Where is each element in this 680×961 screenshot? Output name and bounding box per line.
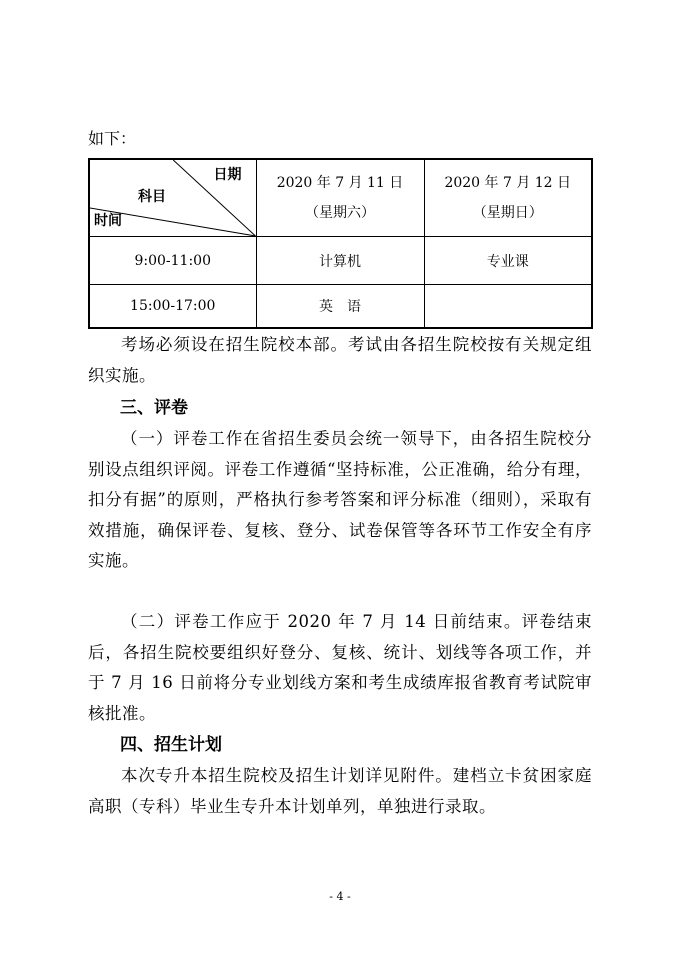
time-axis-label: 时间 — [94, 213, 122, 229]
day2-subject-cell — [424, 285, 592, 328]
page-number: - 4 - — [329, 890, 351, 903]
day1-subject-cell: 英 语 — [256, 285, 424, 328]
day2-subject-cell: 专业课 — [424, 237, 592, 285]
day1-weekday: （星期六） — [305, 205, 375, 221]
paragraph-enrollment-plan: 本次专升本招生院校及招生计划详见附件。建档立卡贫困家庭高职（专科）毕业生专升本计划单列，单独进行录取。 — [88, 766, 592, 816]
section-heading-grading: 三、评卷 — [120, 398, 188, 418]
day1-header-cell — [256, 159, 424, 237]
intro-text: 如下： — [88, 129, 137, 148]
section-heading-enrollment-plan: 四、招生计划 — [120, 735, 222, 755]
date-axis-label: 日期 — [213, 167, 242, 183]
time-cell: 15:00-17:00 — [89, 285, 256, 328]
paragraph-exam-venue: 考场必须设在招生院校本部。考试由各招生院校按有关规定组织实施。 — [88, 335, 592, 385]
time-cell: 9:00-11:00 — [89, 237, 256, 285]
table-header-row — [89, 159, 592, 237]
day1-subject-cell: 计算机 — [256, 237, 424, 285]
day2-header-cell — [424, 159, 592, 237]
day2-date: 2020 年 7 月 12 日 — [444, 175, 572, 191]
paragraph-grading-2: （二）评卷工作应于 2020 年 7 月 14 日前结束。评卷结束后，各招生院校要组织好登分、复核、统计、划线等各项工作，并于 7 月 16 日前将分专业划线方案和考生成绩库报省教育考试院审核批准。 — [88, 612, 592, 723]
day1-date: 2020 年 7 月 11 日 — [276, 175, 404, 191]
subject-axis-label: 科目 — [138, 189, 166, 205]
table-row — [89, 237, 592, 285]
day2-weekday: （星期日） — [472, 205, 543, 221]
table-row — [89, 285, 592, 328]
exam-schedule-table — [88, 158, 593, 329]
diagonal-header-cell — [89, 159, 256, 237]
paragraph-grading-1: （一）评卷工作在省招生委员会统一领导下，由各招生院校分别设点组织评阅。评卷工作遵循“坚持标准，公正准确，给分有理，扣分有据”的原则，严格执行参考答案和评分标准（细则），采取有效措施，确保评卷、复核、登分、试卷保管等各环节工作安全有序实施。 — [88, 429, 592, 570]
